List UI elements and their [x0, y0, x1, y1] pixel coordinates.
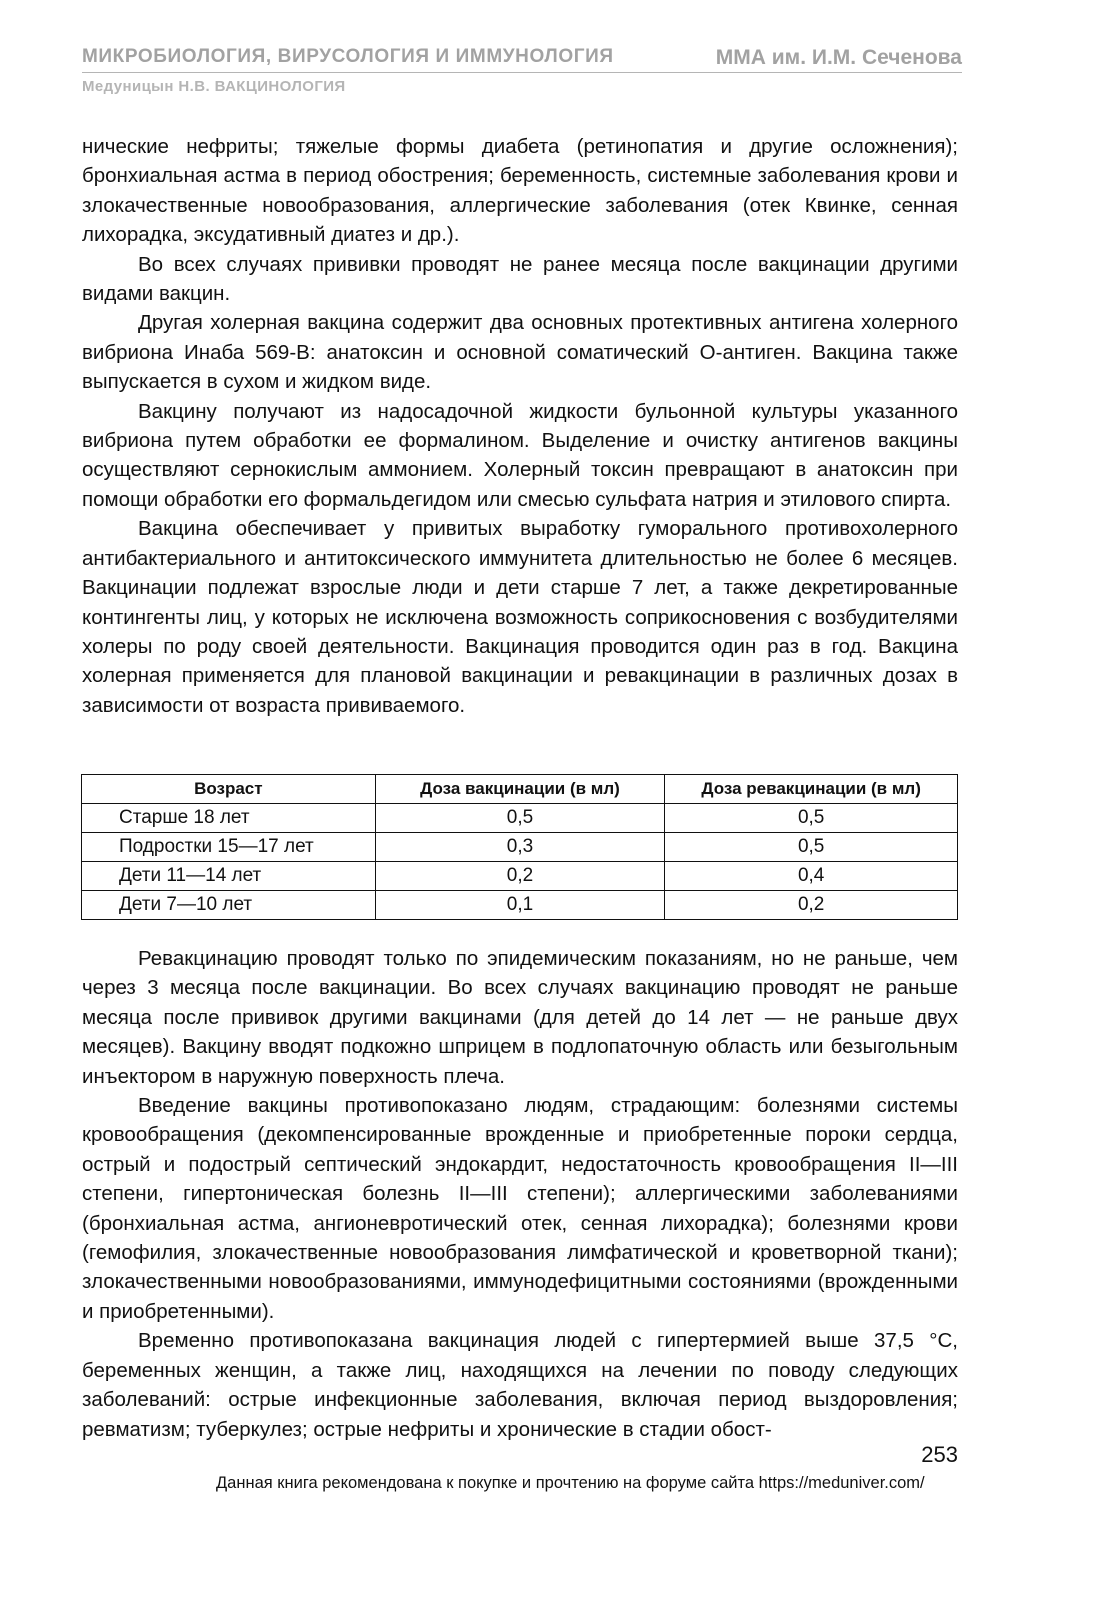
table-row [82, 891, 958, 920]
age-cell: Подростки 15—17 лет [82, 833, 376, 862]
page-number: 253 [921, 1442, 958, 1467]
paragraph: Ревакцинацию проводят только по эпидемическим показаниям, но не раньше, чем через 3 месяца после вакцинации. Во всех случаях вакцинацию проводят не раньше месяца после прививок другими вакцинами (для детей до 14 лет — не раньше двух месяцев). Вакцину вводят подкожно шприцем в подлопаточную область или безыгольным инъектором в наружную поверхность плеча. [82, 947, 958, 1088]
revaccination-dose-cell: 0,2 [665, 891, 958, 920]
footer-note: Данная книга рекомендована к покупке и прочтению на форуме сайта https://meduniver.com/ [216, 1474, 925, 1492]
vaccination-dose-cell: 0,3 [375, 833, 665, 862]
body-text-before-table [82, 132, 958, 720]
header-institution: ММА им. И.М. Сеченова [715, 46, 962, 69]
age-cell: Дети 11—14 лет [82, 862, 376, 891]
paragraph: Введение вакцины противопоказано людям, страдающим: болезнями системы кровообращения (декомпенсированные врожденные и приобретенные пороки сердца, острый и подострый септический эндокардит, недостаточность кровообращения II—III степени, гипертоническая болезнь II—III степени); аллергическими заболеваниями (бронхиальная астма, ангионевротический отек, сенная лихорадка); болезнями крови (гемофилия, злокачественные новообразования лимфатической и кроветворной ткани); злокачественными новообразованиями, иммунодефицитными состояниями (врожденными и приобретенными). [82, 1094, 958, 1323]
vaccination-dose-cell: 0,5 [375, 804, 665, 833]
paragraph: нические нефриты; тяжелые формы диабета (ретинопатия и другие осложнения); бронхиальная астма в период обострения; беременность, системные заболевания крови и злокачественные новообразования, аллергические заболевания (отек Квинке, сенная лихорадка, эксудативный диатез и др.). [82, 135, 958, 247]
vaccination-dose-cell: 0,1 [375, 891, 665, 920]
paragraph: Вакцина обеспечивает у привитых выработку гуморального противохолерного антибактериального и антитоксического иммунитета длительностью не более 6 месяцев. Вакцинации подлежат взрослые люди и дети старше 7 лет, а также декретированные контингенты лиц, у которых не исключена возможность соприкосновения с возбудителями холеры по роду своей деятельности. Вакцинация проводится один раз в год. Вакцина холерная применяется для плановой вакцинации и ревакцинации в различных дозах в зависимости от возраста прививаемого. [82, 517, 958, 717]
header-subject: МИКРОБИОЛОГИЯ, ВИРУСОЛОГИЯ И ИММУНОЛОГИЯ [82, 46, 614, 67]
revaccination-dose-cell: 0,4 [665, 862, 958, 891]
header-book: Медуницын Н.В. ВАКЦИНОЛОГИЯ [82, 78, 346, 95]
revaccination-dose-cell: 0,5 [665, 804, 958, 833]
table-row [82, 833, 958, 862]
table-row [82, 862, 958, 891]
paragraph: Другая холерная вакцина содержит два основных протективных антигена холерного вибриона Инаба 569-В: анатоксин и основной соматический О-антиген. Вакцина также выпускается в сухом и жидком виде. [82, 311, 958, 394]
vaccination-dose-cell: 0,2 [375, 862, 665, 891]
dose-table [81, 774, 958, 920]
table-header-row [82, 775, 958, 804]
body-text-after-table [82, 944, 958, 1444]
age-cell: Дети 7—10 лет [82, 891, 376, 920]
revaccination-dose-cell: 0,5 [665, 833, 958, 862]
paragraph: Вакцину получают из надосадочной жидкости бульонной культуры указанного вибриона путем обработки ее формалином. Выделение и очистку антигенов вакцины осуществляют сернокислым аммонием. Холерный токсин превращают в анатоксин при помощи обработки его формальдегидом или смесью сульфата натрия и этилового спирта. [82, 399, 958, 511]
paragraph: Временно противопоказана вакцинация людей с гипертермией выше 37,5 °С, беременных женщин, а также лиц, находящихся на лечении по поводу следующих заболеваний: острые инфекционные заболевания, включая период выздоровления; ревматизм; туберкулез; острые нефриты и хронические в стадии обост- [82, 1329, 958, 1441]
age-cell: Старше 18 лет [82, 804, 376, 833]
paragraph: Во всех случаях прививки проводят не ранее месяца после вакцинации другими видами вакцин. [82, 252, 958, 306]
running-header [82, 46, 962, 73]
column-header-revaccination-dose: Доза ревакцинации (в мл) [665, 775, 958, 804]
table-row [82, 804, 958, 833]
column-header-vaccination-dose: Доза вакцинации (в мл) [375, 775, 665, 804]
column-header-age: Возраст [82, 775, 376, 804]
